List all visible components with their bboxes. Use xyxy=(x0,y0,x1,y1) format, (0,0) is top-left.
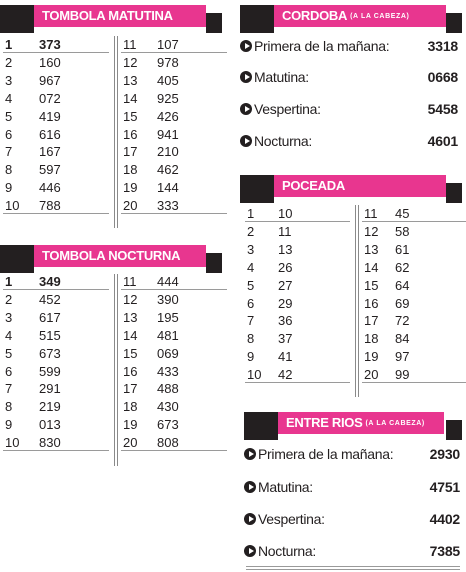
drawn-number: 84 xyxy=(395,331,410,347)
drawn-number: 10 xyxy=(278,206,293,221)
row-rule xyxy=(362,382,466,383)
result-value: 4601 xyxy=(427,133,458,149)
draw-position: 8 xyxy=(5,162,13,178)
draw-position: 2 xyxy=(247,223,255,239)
draw-position: 13 xyxy=(123,309,138,325)
drawn-number: 405 xyxy=(157,72,179,88)
header-band xyxy=(274,175,446,197)
play-arrow-icon xyxy=(240,40,252,52)
tombola-matutina-header xyxy=(0,5,222,33)
drawn-number: 830 xyxy=(39,435,61,451)
drawn-number: 616 xyxy=(39,126,61,142)
drawn-number: 446 xyxy=(39,180,61,196)
drawn-number: 333 xyxy=(157,198,179,214)
drawn-number: 788 xyxy=(39,198,61,214)
column-divider xyxy=(355,205,356,397)
row-rule xyxy=(121,450,227,451)
play-arrow-icon xyxy=(240,71,252,83)
result-row xyxy=(240,36,458,56)
draw-position: 2 xyxy=(5,54,13,70)
header-band xyxy=(274,5,446,27)
draw-position: 5 xyxy=(5,108,13,124)
draw-position: 19 xyxy=(123,417,138,433)
drawn-number: 107 xyxy=(157,37,179,52)
header-band xyxy=(34,5,206,27)
draw-position: 16 xyxy=(364,295,379,311)
entre-rios-results xyxy=(244,444,460,564)
draw-position: 9 xyxy=(5,417,13,433)
result-label: Matutina: xyxy=(254,69,309,85)
header-stub xyxy=(206,253,222,273)
draw-position: 14 xyxy=(123,90,138,106)
drawn-number: 673 xyxy=(157,417,179,433)
row-rule xyxy=(245,382,350,383)
header-block xyxy=(240,5,274,33)
row-rule xyxy=(3,289,109,290)
drawn-number: 37 xyxy=(278,331,293,347)
header-stub xyxy=(446,13,462,33)
header-stub xyxy=(206,13,222,33)
section-title: TOMBOLA NOCTURNA xyxy=(42,248,181,263)
row-rule xyxy=(362,221,466,222)
drawn-number: 673 xyxy=(39,345,61,361)
section-title: TOMBOLA MATUTINA xyxy=(42,8,173,23)
drawn-number: 144 xyxy=(157,180,179,196)
section-title: POCEADA xyxy=(282,178,345,193)
drawn-number: 597 xyxy=(39,162,61,178)
row-rule xyxy=(121,213,227,214)
drawn-number: 58 xyxy=(395,223,410,239)
result-row xyxy=(240,67,458,87)
result-value: 3318 xyxy=(427,38,458,54)
draw-position: 9 xyxy=(247,349,255,365)
draw-position: 19 xyxy=(123,180,138,196)
cordoba-results xyxy=(240,36,458,166)
drawn-number: 462 xyxy=(157,162,179,178)
draw-position: 5 xyxy=(247,277,255,293)
header-stub xyxy=(446,183,462,203)
draw-position: 9 xyxy=(5,180,13,196)
play-arrow-icon xyxy=(240,135,252,147)
draw-position: 13 xyxy=(123,72,138,88)
draw-position: 20 xyxy=(123,435,138,451)
result-value: 0668 xyxy=(427,69,458,85)
play-arrow-icon xyxy=(244,545,256,557)
result-value: 4751 xyxy=(429,479,460,495)
section-title: ENTRE RIOS xyxy=(286,415,363,430)
drawn-number: 195 xyxy=(157,309,179,325)
draw-position: 7 xyxy=(5,381,13,397)
drawn-number: 444 xyxy=(157,274,179,289)
drawn-number: 62 xyxy=(395,259,410,275)
play-arrow-icon xyxy=(240,103,252,115)
result-label: Vespertina: xyxy=(258,511,325,527)
row-rule xyxy=(3,52,109,53)
drawn-number: 617 xyxy=(39,309,61,325)
drawn-number: 599 xyxy=(39,363,61,379)
draw-position: 20 xyxy=(364,367,379,383)
result-value: 4402 xyxy=(429,511,460,527)
drawn-number: 925 xyxy=(157,90,179,106)
row-rule xyxy=(121,289,227,290)
result-row xyxy=(244,444,460,464)
drawn-number: 26 xyxy=(278,259,293,275)
entre-rios-header xyxy=(244,412,464,440)
result-row xyxy=(244,541,460,561)
drawn-number: 390 xyxy=(157,291,179,307)
draw-position: 1 xyxy=(5,274,13,289)
column-divider xyxy=(114,36,115,228)
drawn-number: 97 xyxy=(395,349,410,365)
header-block xyxy=(0,245,34,273)
draw-position: 19 xyxy=(364,349,379,365)
drawn-number: 64 xyxy=(395,277,410,293)
draw-position: 5 xyxy=(5,345,13,361)
draw-position: 11 xyxy=(364,206,378,221)
draw-position: 6 xyxy=(5,126,13,142)
drawn-number: 167 xyxy=(39,144,61,160)
drawn-number: 61 xyxy=(395,241,410,257)
drawn-number: 45 xyxy=(395,206,410,221)
drawn-number: 426 xyxy=(157,108,179,124)
drawn-number: 72 xyxy=(395,313,410,329)
result-value: 5458 xyxy=(427,101,458,117)
row-rule xyxy=(3,450,109,451)
draw-position: 16 xyxy=(123,126,138,142)
result-row xyxy=(244,509,460,529)
drawn-number: 42 xyxy=(278,367,293,383)
draw-position: 14 xyxy=(364,259,379,275)
drawn-number: 941 xyxy=(157,126,179,142)
result-value: 2930 xyxy=(429,446,460,462)
draw-position: 17 xyxy=(123,144,138,160)
drawn-number: 210 xyxy=(157,144,179,160)
result-value: 7385 xyxy=(429,543,460,559)
poceada-header xyxy=(240,175,464,203)
draw-position: 7 xyxy=(247,313,255,329)
result-label: Nocturna: xyxy=(258,543,316,559)
drawn-number: 515 xyxy=(39,327,61,343)
column-divider xyxy=(117,274,118,466)
draw-position: 14 xyxy=(123,327,138,343)
draw-position: 17 xyxy=(364,313,379,329)
drawn-number: 452 xyxy=(39,291,61,307)
drawn-number: 69 xyxy=(395,295,410,311)
drawn-number: 41 xyxy=(278,349,293,365)
header-block xyxy=(0,5,34,33)
section-subtitle: (A LA CABEZA) xyxy=(365,420,425,427)
drawn-number: 219 xyxy=(39,399,61,415)
draw-position: 1 xyxy=(5,37,13,52)
drawn-number: 160 xyxy=(39,54,61,70)
bottom-rule xyxy=(246,566,460,567)
drawn-number: 291 xyxy=(39,381,61,397)
drawn-number: 419 xyxy=(39,108,61,124)
header-band xyxy=(34,245,206,267)
draw-position: 3 xyxy=(5,309,13,325)
draw-position: 20 xyxy=(123,198,138,214)
header-stub xyxy=(446,420,462,440)
result-label: Primera de la mañana: xyxy=(254,38,390,54)
column-divider xyxy=(358,205,359,397)
drawn-number: 430 xyxy=(157,399,179,415)
play-arrow-icon xyxy=(244,481,256,493)
drawn-number: 27 xyxy=(278,277,293,293)
result-row xyxy=(244,477,460,497)
draw-position: 8 xyxy=(5,399,13,415)
header-band xyxy=(278,412,444,434)
draw-position: 11 xyxy=(123,37,137,52)
draw-position: 10 xyxy=(247,367,262,383)
draw-position: 8 xyxy=(247,331,255,347)
drawn-number: 978 xyxy=(157,54,179,70)
draw-position: 6 xyxy=(247,295,255,311)
row-rule xyxy=(121,52,227,53)
draw-position: 17 xyxy=(123,381,138,397)
header-block xyxy=(240,175,274,203)
draw-position: 3 xyxy=(247,241,255,257)
section-title: CORDOBA xyxy=(282,8,348,23)
bottom-rule xyxy=(246,569,460,570)
drawn-number: 488 xyxy=(157,381,179,397)
result-row xyxy=(240,131,458,151)
drawn-number: 99 xyxy=(395,367,410,383)
row-rule xyxy=(3,213,109,214)
draw-position: 11 xyxy=(123,274,137,289)
draw-position: 3 xyxy=(5,72,13,88)
drawn-number: 069 xyxy=(157,345,179,361)
drawn-number: 967 xyxy=(39,72,61,88)
drawn-number: 072 xyxy=(39,90,61,106)
draw-position: 4 xyxy=(5,327,13,343)
draw-position: 15 xyxy=(364,277,379,293)
play-arrow-icon xyxy=(244,448,256,460)
draw-position: 18 xyxy=(123,399,138,415)
draw-position: 4 xyxy=(247,259,255,275)
draw-position: 4 xyxy=(5,90,13,106)
drawn-number: 808 xyxy=(157,435,179,451)
section-subtitle: (A LA CABEZA) xyxy=(350,13,410,20)
drawn-number: 29 xyxy=(278,295,293,311)
draw-position: 15 xyxy=(123,108,138,124)
drawn-number: 11 xyxy=(278,223,292,239)
draw-position: 18 xyxy=(123,162,138,178)
drawn-number: 36 xyxy=(278,313,293,329)
draw-position: 7 xyxy=(5,144,13,160)
cordoba-header xyxy=(240,5,464,33)
result-label: Nocturna: xyxy=(254,133,312,149)
tombola-nocturna-header xyxy=(0,245,222,273)
draw-position: 12 xyxy=(364,223,379,239)
result-label: Primera de la mañana: xyxy=(258,446,394,462)
draw-position: 15 xyxy=(123,345,138,361)
drawn-number: 481 xyxy=(157,327,179,343)
drawn-number: 433 xyxy=(157,363,179,379)
drawn-number: 013 xyxy=(39,417,61,433)
draw-position: 6 xyxy=(5,363,13,379)
result-label: Vespertina: xyxy=(254,101,321,117)
draw-position: 12 xyxy=(123,54,138,70)
column-divider xyxy=(114,274,115,466)
draw-position: 10 xyxy=(5,435,20,451)
drawn-number: 13 xyxy=(278,241,293,257)
draw-position: 1 xyxy=(247,206,255,221)
draw-position: 13 xyxy=(364,241,379,257)
draw-position: 10 xyxy=(5,198,20,214)
play-arrow-icon xyxy=(244,513,256,525)
column-divider xyxy=(117,36,118,228)
result-row xyxy=(240,99,458,119)
drawn-number: 349 xyxy=(39,274,61,289)
drawn-number: 373 xyxy=(39,37,61,52)
draw-position: 16 xyxy=(123,363,138,379)
draw-position: 12 xyxy=(123,291,138,307)
draw-position: 2 xyxy=(5,291,13,307)
result-label: Matutina: xyxy=(258,479,313,495)
draw-position: 18 xyxy=(364,331,379,347)
header-block xyxy=(244,412,278,440)
row-rule xyxy=(245,221,350,222)
